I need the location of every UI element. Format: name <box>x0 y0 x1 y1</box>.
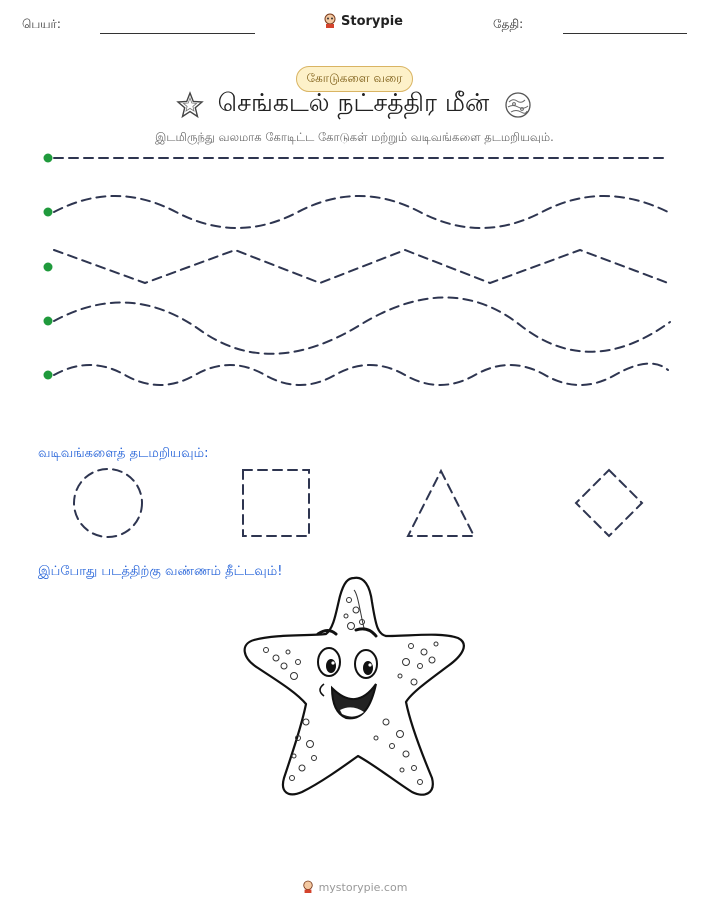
trace-line-straight[interactable] <box>44 154 669 163</box>
start-dot <box>44 154 53 163</box>
start-dot <box>44 208 53 217</box>
trace-line-wave-3[interactable] <box>44 364 669 385</box>
star-outline-icon <box>176 91 204 119</box>
name-label: பெயர்: <box>22 17 61 31</box>
date-field-line[interactable] <box>563 33 687 34</box>
trace-square[interactable] <box>243 470 309 536</box>
date-label: தேதி: <box>493 17 524 31</box>
coloring-heading: இப்போது படத்திற்கு வண்ணம் தீட்டவும்! <box>38 564 283 579</box>
starfish-coloring-illustration[interactable] <box>236 572 472 804</box>
brand-name: Storypie <box>341 13 403 29</box>
trace-line-wave-1[interactable] <box>44 196 669 228</box>
trace-line-zigzag[interactable] <box>44 250 669 283</box>
sea-creature-sketch-icon <box>503 90 533 120</box>
trace-diamond[interactable] <box>576 470 642 536</box>
activity-badge: கோடுகளை வரை <box>296 66 414 92</box>
start-dot <box>44 371 53 380</box>
name-field-line[interactable] <box>100 33 255 34</box>
start-dot <box>44 317 53 326</box>
trace-circle[interactable] <box>74 469 142 537</box>
start-dot <box>44 263 53 272</box>
trace-shapes <box>0 460 709 550</box>
trace-line-wave-2[interactable] <box>44 298 671 354</box>
tracing-lines-area <box>0 140 709 410</box>
footer-site-link[interactable]: mystorypie.com <box>318 880 408 894</box>
storypie-mascot-icon <box>302 880 314 894</box>
title-text: செங்கடல் நட்சத்திர மீன் <box>217 88 490 117</box>
shapes-heading: வடிவங்களைத் தடமறியவும்: <box>38 446 209 461</box>
page-title <box>176 88 534 121</box>
storypie-mascot-icon <box>323 13 337 29</box>
instructions-text: இடமிருந்து வலமாக கோடிட்ட கோடுகள் மற்றும் வடிவங்களை தடமறியவும். <box>155 130 554 144</box>
trace-triangle[interactable] <box>408 471 474 536</box>
brand-logo <box>323 13 403 29</box>
footer <box>302 880 408 894</box>
